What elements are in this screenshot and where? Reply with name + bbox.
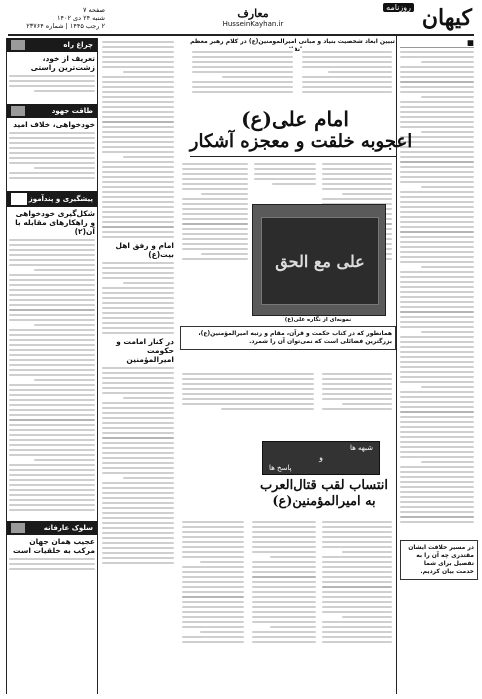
sidebar-box2-headline: خودخواهی، خلاف امید xyxy=(13,120,95,129)
qa-headline-line2: به امیرالمؤمنین(ع) xyxy=(272,494,376,509)
page-info xyxy=(10,6,105,30)
sidebar-box4-title: سلوک عارفانه xyxy=(43,524,93,532)
sidebar-box1-headline: تعریف از خود، زشت‌ترین راستی xyxy=(30,54,95,72)
sidebar-box3-header xyxy=(7,191,97,207)
top-center-text-a xyxy=(300,48,394,103)
qa-banner-bottom: پاسخ ها xyxy=(269,464,292,472)
logo-badge: روزنامه xyxy=(383,3,414,12)
qa-banner xyxy=(262,441,380,475)
sidebar-box1-header xyxy=(7,38,97,52)
center-highlight-box xyxy=(180,326,396,350)
logo-text: کیهان xyxy=(421,5,472,31)
left-sidebar xyxy=(6,38,98,694)
center-text-col-2 xyxy=(252,160,318,200)
qa-banner-top: شبهه ها xyxy=(349,444,373,452)
qa-headline-line1: انتساب لقب قتال‌العرب xyxy=(259,478,389,493)
sidebar-box3-headline: شکل‌گیری خودخواهی و راهکارهای مقابله با آن(۲) xyxy=(15,209,95,236)
sidebar-box1-title: چراغ راه xyxy=(63,41,93,49)
page-date: شنبه ۲۴ دی ۱۴۰۲ xyxy=(57,14,105,22)
left-text-column xyxy=(100,38,176,694)
right-highlight-box xyxy=(400,540,478,580)
center-bottom-col-1 xyxy=(320,518,394,694)
center-lower-col-1 xyxy=(320,370,394,434)
banner-kicker-text: تبیین ابعاد شخصیت بنیاد و مبانی امیرالمومنین(ع) در کلام رهبر معظم xyxy=(190,38,395,45)
top-center-text-b xyxy=(190,48,295,103)
left-column-subhead-1: امام و رفق اهل بیت(ع) xyxy=(115,241,174,259)
sidebar-box3-title: پیشگیری و پندآموز xyxy=(28,195,93,203)
center-lower-col-2 xyxy=(180,370,316,434)
sidebar-box1-icon xyxy=(11,40,25,50)
sidebar-box4-headline: عجیب همان جهان مرکب به خلقیات است xyxy=(13,537,95,555)
sidebar-box2-header xyxy=(7,104,97,118)
qa-headline xyxy=(245,478,403,510)
sidebar-box2-title: طاقت جهود xyxy=(51,107,93,115)
center-bottom-col-3 xyxy=(180,518,246,694)
center-text-col-3 xyxy=(180,160,250,320)
headline-underline xyxy=(190,156,396,157)
qa-banner-mid: و xyxy=(319,453,323,462)
right-column-heading: ■ xyxy=(400,38,474,48)
calligraphy-photo xyxy=(252,204,386,316)
sidebar-box3-icon xyxy=(11,193,27,205)
right-column-text xyxy=(398,51,476,523)
masthead xyxy=(8,4,474,36)
center-bottom-col-2 xyxy=(250,518,318,694)
main-headline-line1: امام علی(ع) xyxy=(241,107,349,131)
section-title: معارف xyxy=(237,8,269,20)
sidebar-box4-header xyxy=(7,521,97,535)
sidebar-box2-icon xyxy=(11,106,25,116)
logo[interactable] xyxy=(386,3,472,31)
issue-number: ۲ رجب ۱۴۴۵ | شماره ۲۳۷۶۴ xyxy=(26,22,105,30)
page-number: صفحه ۷ xyxy=(82,6,105,14)
main-headline-line2: اعجوبه خلقت و معجزه آشکار xyxy=(189,131,413,152)
center-highlight-text: همانطور که در کتاب حکمت و قرآن، مقام و رتبه امیرالمؤمنین(ع)، بزرگترین فضائلی است که نمی‌توان آن را شمرد. xyxy=(198,330,392,345)
calligraphy-tile xyxy=(261,217,379,305)
right-highlight-text: در مسیر خلافت ایشان مقتدری چه آن را به تفصیل برای شما خدمت بیان کردیم. xyxy=(408,544,474,575)
site-address: HusseinKayhan.ir xyxy=(222,20,284,28)
photo-caption: نمونه‌ای از نگاره علی(ع) xyxy=(284,317,352,323)
left-column-subhead-2: در کنار امامت و حکومت امیرالمؤمنین xyxy=(116,337,174,364)
sidebar-box4-icon xyxy=(11,523,25,533)
calligraphy-text: علی مع الحق xyxy=(275,251,365,271)
